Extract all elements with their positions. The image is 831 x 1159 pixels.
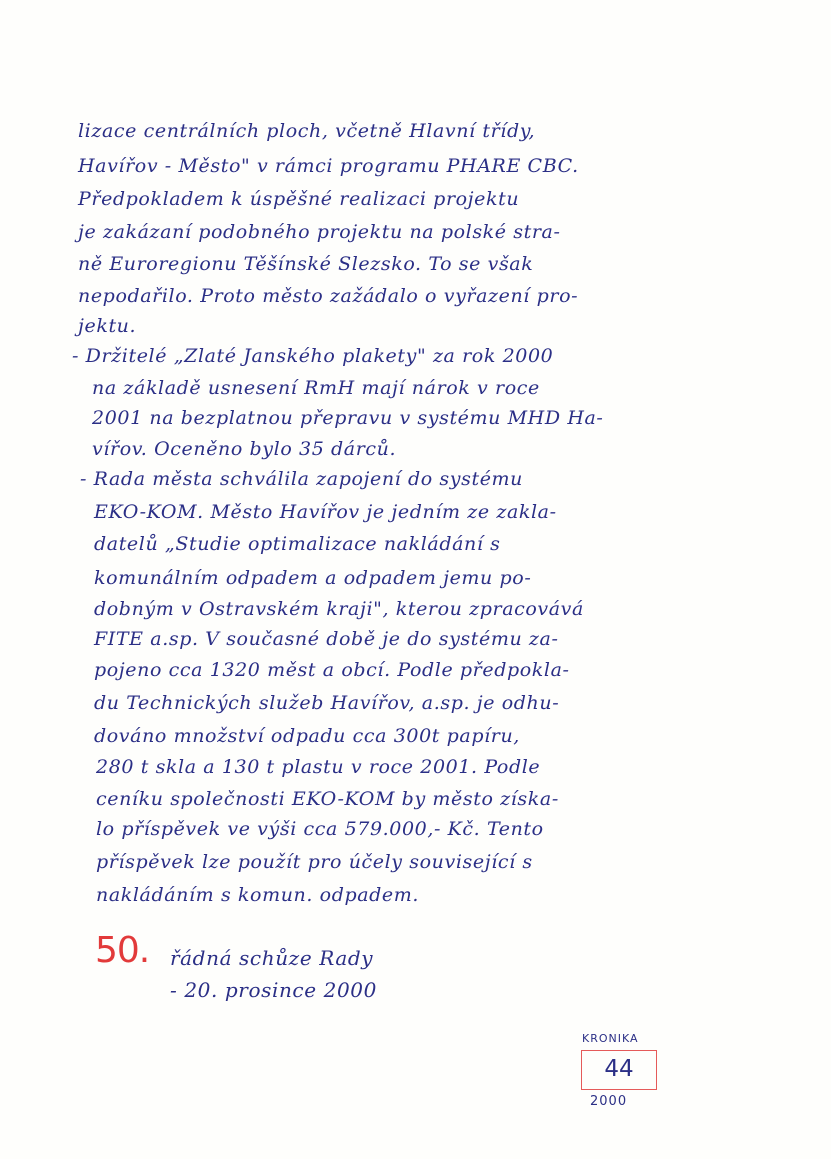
text-line: Havířov - Město" v rámci programu PHARE CBC. — [78, 155, 579, 177]
text-line: jektu. — [78, 315, 137, 337]
stamp-label: KRONIKA — [582, 1032, 639, 1045]
meeting-number: 50. — [95, 930, 150, 971]
text-line: nakládáním s komun. odpadem. — [96, 884, 420, 906]
text-line: FITE a.sp. V současné době je do systému za- — [94, 628, 559, 650]
text-line: EKO-KOM. Město Havířov je jedním ze zakla- — [94, 501, 557, 523]
text-line: komunálním odpadem a odpadem jemu po- — [94, 567, 532, 589]
text-line: - Rada města schválila zapojení do systému — [80, 468, 523, 490]
text-line: lizace centrálních ploch, včetně Hlavní třídy, — [78, 120, 536, 142]
text-line: je zakázaní podobného projektu na polské stra- — [78, 221, 561, 243]
page-number-box — [581, 1050, 657, 1090]
text-line: du Technických služeb Havířov, a.sp. je odhu- — [94, 692, 560, 714]
text-line: pojeno cca 1320 měst a obcí. Podle předpokla- — [94, 659, 570, 681]
text-line: nepodařilo. Proto město zažádalo o vyřazení pro- — [78, 285, 579, 307]
text-line: dobným v Ostravském kraji", kterou zpracovává — [94, 598, 584, 620]
text-line: dováno množství odpadu cca 300t papíru, — [94, 725, 520, 747]
text-line: příspěvek lze použít pro účely související s — [96, 851, 533, 873]
text-line: vířov. Oceněno bylo 35 dárců. — [92, 438, 397, 460]
text-line: datelů „Studie optimalizace nakládání s — [94, 533, 501, 555]
text-line: ně Euroregionu Těšínské Slezsko. To se však — [78, 253, 534, 275]
stamp-year: 2000 — [590, 1094, 628, 1109]
text-line: - Držitelé „Zlaté Janského plakety" za rok 2000 — [72, 345, 554, 367]
meeting-title: řádná schůze Rady — [170, 946, 374, 970]
text-line: lo příspěvek ve výši cca 579.000,- Kč. Tento — [96, 818, 544, 840]
text-line: 2001 na bezplatnou přepravu v systému MHD Ha- — [92, 407, 604, 429]
text-line: ceníku společnosti EKO-KOM by město získa- — [96, 788, 559, 810]
text-line: Předpokladem k úspěšné realizaci projektu — [78, 188, 520, 210]
meeting-date: - 20. prosince 2000 — [170, 978, 377, 1002]
text-line: 280 t skla a 130 t plastu v roce 2001. Podle — [96, 756, 541, 778]
text-line: na základě usnesení RmH mají nárok v roce — [92, 377, 540, 399]
page-number: 44 — [604, 1056, 634, 1082]
